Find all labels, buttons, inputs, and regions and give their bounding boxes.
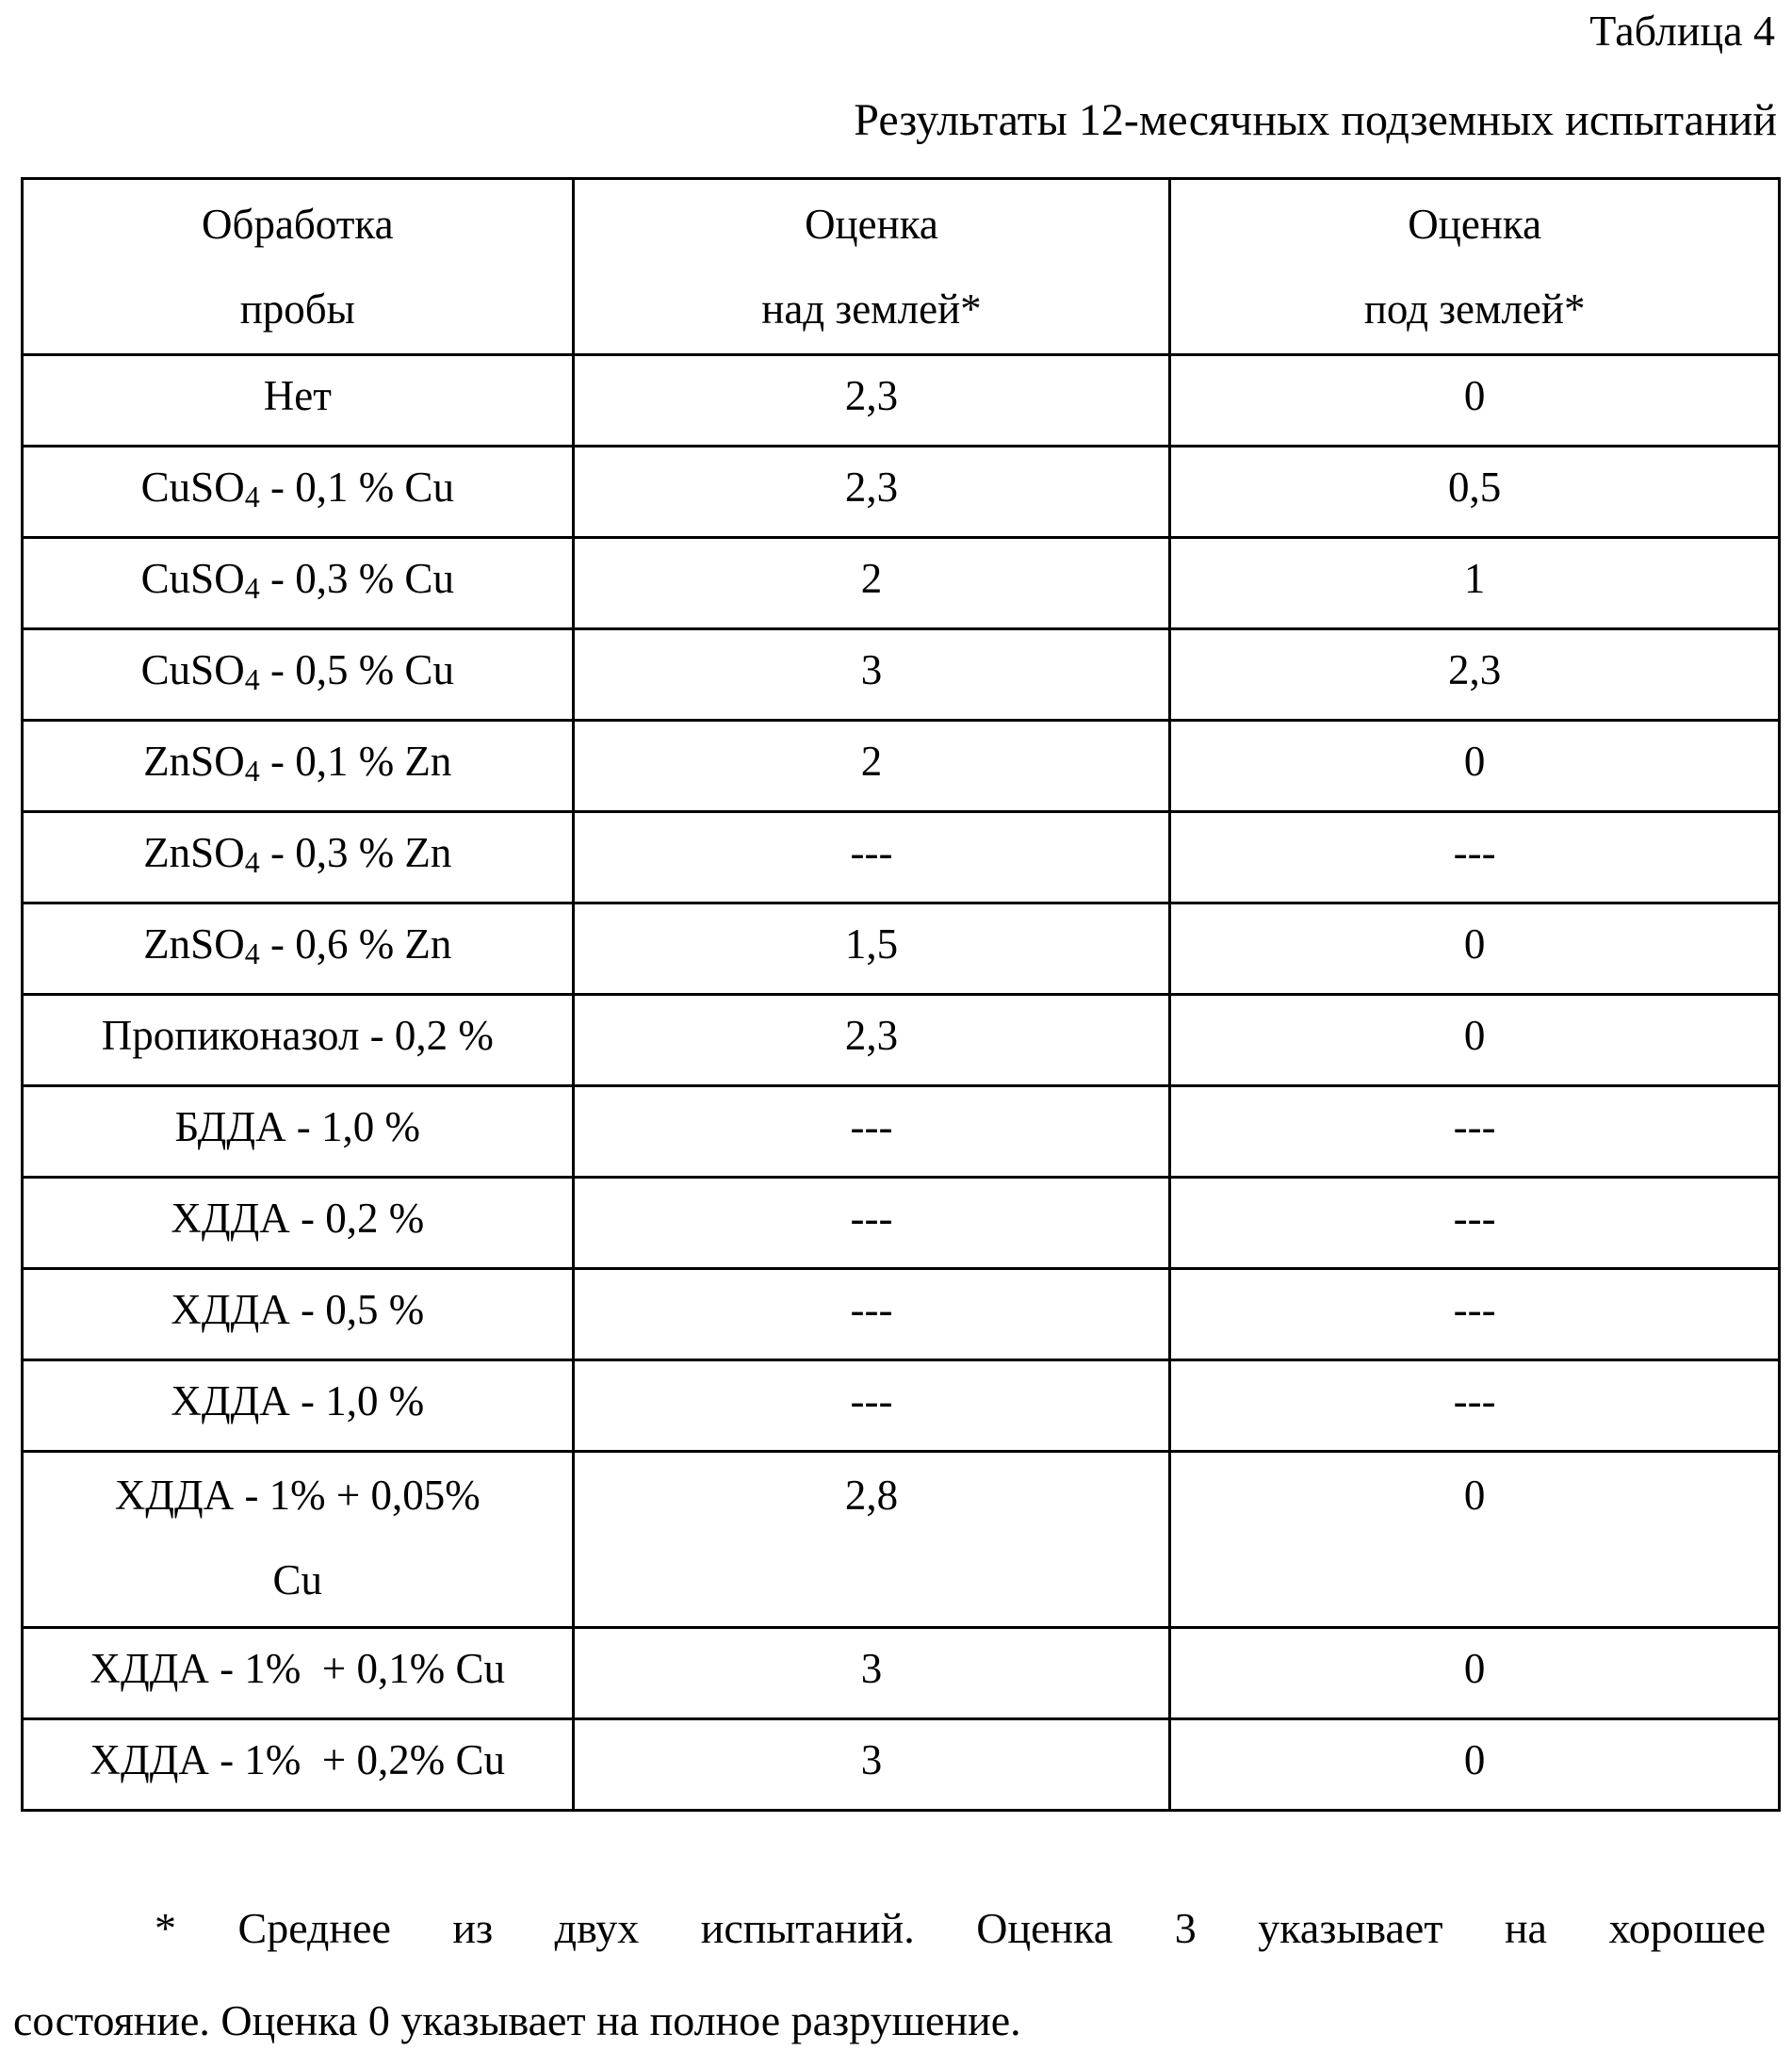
cell-above-ground: --- [573,1269,1170,1360]
results-table [21,177,1781,1812]
cell-below-ground: 0 [1170,355,1780,447]
cell-above-ground: 3 [573,1628,1170,1719]
cell-above-ground: 2,8 [573,1452,1170,1628]
treatment-text: ХДДА - 0,2 % [171,1195,424,1242]
treatment-line: Cu [273,1556,323,1603]
cell-below-ground: 2,3 [1170,629,1780,721]
cell-treatment [23,812,574,903]
header-above-ground [573,179,1170,355]
table-row [23,721,1780,812]
treatment-text: ХДДА - 0,5 % [171,1286,424,1333]
formula-subscript: 4 [245,571,260,605]
cell-treatment [23,1628,574,1719]
header-row [23,179,1780,355]
cell-above-ground: 2,3 [573,355,1170,447]
cell-treatment [23,538,574,629]
cell-above-ground: --- [573,1178,1170,1269]
header-line: под землей* [1364,285,1586,333]
cell-below-ground: 0 [1170,995,1780,1086]
cell-treatment [23,1178,574,1269]
cell-above-ground: 2,3 [573,447,1170,538]
table-row [23,1719,1780,1811]
cell-treatment [23,1269,574,1360]
formula: ZnSO [143,738,245,785]
cell-treatment [23,995,574,1086]
cell-below-ground: --- [1170,1269,1780,1360]
concentration: - 0,3 % Zn [260,829,452,876]
table-row [23,995,1780,1086]
footnote [13,1882,1766,2067]
footnote-line: состояние. Оценка 0 указывает на полное разрушение. [13,1996,1021,2044]
table-row [23,1269,1780,1360]
cell-above-ground: 3 [573,629,1170,721]
formula-subscript: 4 [245,845,260,879]
concentration: - 0,3 % Cu [260,555,454,602]
table-row [23,1178,1780,1269]
cell-above-ground: 1,5 [573,903,1170,995]
treatment-line: ХДДА - 1% + 0,05% [115,1472,481,1519]
header-line: Обработка [202,201,394,248]
table-row [23,629,1780,721]
cell-below-ground: 0 [1170,1628,1780,1719]
cell-treatment [23,1086,574,1178]
cell-above-ground: --- [573,1086,1170,1178]
concentration: - 0,6 % Zn [260,920,452,968]
formula-subscript: 4 [245,936,260,970]
cell-above-ground: 2,3 [573,995,1170,1086]
formula: ZnSO [143,920,245,968]
treatment-text: Пропиконазол - 0,2 % [102,1012,494,1059]
cell-above-ground: --- [573,812,1170,903]
cell-below-ground: --- [1170,812,1780,903]
formula: ZnSO [143,829,245,876]
cell-below-ground: 1 [1170,538,1780,629]
cell-below-ground: 0 [1170,1719,1780,1811]
table-row [23,447,1780,538]
formula: CuSO [141,555,245,602]
treatment-text: ХДДА - 1% + 0,2% Cu [90,1736,506,1783]
footnote-line: * Среднее из двух испытаний. Оценка 3 указывает на хорошее [13,1882,1766,1975]
header-line: Оценка [1408,201,1541,248]
cell-below-ground: 0 [1170,903,1780,995]
cell-treatment [23,447,574,538]
formula-subscript: 4 [245,480,260,513]
cell-treatment [23,1719,574,1811]
concentration: - 0,1 % Cu [260,464,454,511]
cell-below-ground: --- [1170,1178,1780,1269]
table-row [23,538,1780,629]
table-title: Результаты 12-месячных подземных испытаний [854,94,1777,146]
concentration: - 0,1 % Zn [260,738,452,785]
formula: CuSO [141,646,245,693]
cell-below-ground: 0,5 [1170,447,1780,538]
table-row [23,903,1780,995]
table-row [23,1360,1780,1452]
table-row [23,1452,1780,1628]
treatment-text: ХДДА - 1% + 0,1% Cu [90,1645,506,1692]
cell-treatment [23,355,574,447]
treatment-text: БДДА - 1,0 % [175,1103,421,1150]
header-line: Оценка [805,201,938,248]
cell-treatment [23,721,574,812]
table-row [23,812,1780,903]
header-line: пробы [240,285,355,333]
cell-above-ground: 3 [573,1719,1170,1811]
treatment-text: Нет [264,372,332,419]
cell-treatment [23,903,574,995]
cell-above-ground: 2 [573,538,1170,629]
table-number: Таблица 4 [1589,6,1775,56]
table-row [23,1086,1780,1178]
concentration: - 0,5 % Cu [260,646,454,693]
formula: CuSO [141,464,245,511]
table-row [23,355,1780,447]
cell-below-ground: 0 [1170,1452,1780,1628]
cell-treatment [23,629,574,721]
formula-subscript: 4 [245,662,260,696]
cell-below-ground: --- [1170,1360,1780,1452]
formula-subscript: 4 [245,754,260,788]
header-line: над землей* [761,285,981,333]
cell-above-ground: --- [573,1360,1170,1452]
cell-below-ground: 0 [1170,721,1780,812]
cell-treatment [23,1452,574,1628]
table-row [23,1628,1780,1719]
header-below-ground [1170,179,1780,355]
cell-treatment [23,1360,574,1452]
cell-above-ground: 2 [573,721,1170,812]
treatment-text: ХДДА - 1,0 % [171,1377,424,1424]
cell-below-ground: --- [1170,1086,1780,1178]
header-treatment [23,179,574,355]
